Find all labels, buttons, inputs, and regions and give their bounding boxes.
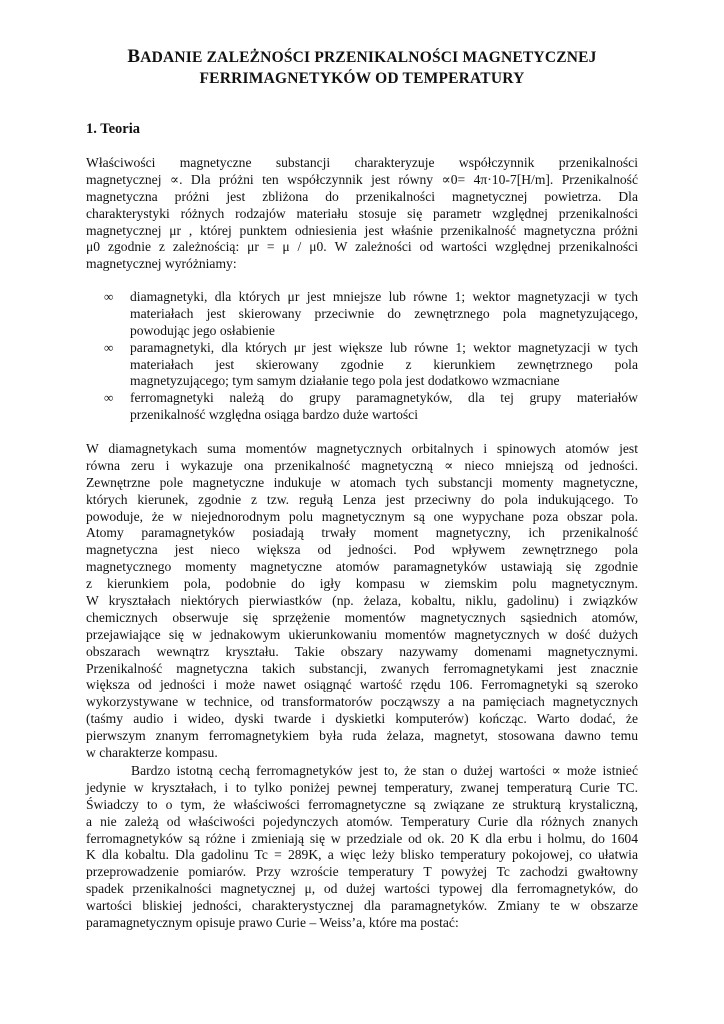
bullet-text-line: materiałach jest skierowany zgodnie z kierunkiem zewnętrznego pola (130, 356, 638, 372)
text-line: przejawiające się w jednakowym ukierunkowaniu momentów magnetycznych w dość dużych (86, 626, 638, 642)
bullet-item (86, 390, 638, 424)
text-line: jedynie w kryształach, i to tylko poniżej pewnej temperatury, zwanej temperaturą Curie TC. (86, 779, 638, 795)
document-title-line2: FERRIMAGNETYKÓW OD TEMPERATURY (199, 70, 525, 87)
text-line: magnetycznej wyróżniamy: (86, 256, 237, 272)
bullet-text-line: materiałach jest skierowany przeciwnie do zewnętrznego pola magnetyzującego, (130, 305, 638, 321)
bullet-text-line: paramagnetyki, dla których μr jest większe lub równe 1; wektor magnetyzacji w tych (130, 339, 638, 355)
bullet-text-line: magnetyzującego; tym samym działanie tego pola jest dodatkowo wzmacniane (130, 373, 560, 389)
infinity-bullet-icon: ∞ (104, 339, 114, 355)
text-line: (taśmy audio i wideo, dyski twarde i dyskietki komputerów) kończąc. Warto dodać, że (86, 711, 638, 727)
bullet-text-line: diamagnetyki, dla których μr jest mniejsze lub równe 1; wektor magnetyzacji w tych (130, 289, 638, 304)
text-line: pierwszym znanym ferromagnetykiem była ruda żelaza, magnetyt, stosowana dawno temu (86, 728, 638, 744)
text-line: obszarach wewnątrz kryształu. Takie obszary nazywamy domenami magnetycznymi. (86, 643, 638, 659)
body-paragraph-2 (86, 763, 638, 932)
text-line: Właściwości magnetyczne substancji charakteryzuje współczynnik przenikalności (86, 155, 638, 170)
text-line: równa zeru i wykazuje ona przenikalność magnetyczną ∝ nieco mniejszą od jedności. (86, 457, 638, 473)
text-line: ferromagnetyków są różne i zmieniają się w przedziale od ok. 20 K dla erbu i holmu, do 1604 (86, 830, 638, 846)
text-line: chemicznych obserwuje się sprzężenie momentów magnetycznych sąsiednich atomów, (86, 609, 638, 625)
text-line: Atomy paramagnetyków posiadają trwały moment magnetyczny, ich przenikalność (86, 525, 638, 541)
bullet-item (86, 289, 638, 340)
text-line: W kryształach niektórych pierwiastków (np. żelaza, kobaltu, niklu, gadolinu) i związków (86, 593, 638, 609)
text-line: Bardzo istotną cechą ferromagnetyków jest to, że stan o dużej wartości ∝ może istnieć (131, 763, 638, 778)
text-line: większa od jedności i może nawet osiągnąć wartość rzędu 106. Ferromagnetyki są szeroko (86, 677, 638, 693)
text-line: charakterystyki różnych rodzajów materiału stosuje się parametr względnej przenikalności (86, 205, 638, 221)
text-line: powoduje, że w niejednorodnym polu magnetycznym są one wypychane poza obszar pola. (86, 508, 638, 524)
bullet-item (86, 340, 638, 391)
bullet-text-line: przenikalność względna osiąga bardzo duże wartości (130, 407, 418, 423)
text-line: magnetycznej μr , której punktem odniesienia jest właśnie przenikalność magnetyczna próżni (86, 222, 638, 238)
bullet-text-line: powodując jego osłabienie (130, 322, 275, 338)
section-heading: 1. Teoria (86, 121, 140, 137)
text-line: μ0 zgodnie z zależnością: μr = μ / μ0. W zależności od wartości względnej przenikalności (86, 239, 638, 255)
text-line: paramagnetycznym opisuje prawo Curie – Weiss’a, które ma postać: (86, 915, 459, 931)
text-line: w charakterze kompasu. (86, 745, 218, 761)
text-line: magnetyczna próżni jest zbliżona do przenikalności magnetycznej powietrza. Dla (86, 188, 638, 204)
text-line: przeprowadzenie pomiarów. Przy wzroście temperatury T powyżej Tc zachodzi gwałtowny (86, 864, 638, 880)
text-line: a nie zależą od właściwości pojedynczych atomów. Temperatury Curie dla różnych znanych (86, 813, 638, 829)
text-line: wykorzystywane w technice, od transformatorów począwszy a na pamięciach magnetycznych (86, 694, 638, 710)
text-line: magnetycznego momenty magnetyczne atomów paramagnetyków ustawiają się zgodnie (86, 559, 638, 575)
text-line: K dla kobaltu. Dla gadolinu Tc = 289K, a więc leży blisko temperatury pokojowej, co ułatwia (86, 847, 638, 863)
intro-paragraph (86, 155, 638, 273)
text-line: W diamagnetykach suma momentów magnetycznych orbitalnych i spinowych atomów jest (86, 441, 638, 456)
infinity-bullet-icon: ∞ (104, 390, 114, 406)
text-line: z kierunkiem pola, podobnie do igły kompasu w ziemskim polu magnetycznym. (86, 576, 638, 592)
infinity-bullet-icon: ∞ (104, 289, 114, 304)
text-line: Zewnętrzne pole magnetyczne indukuje w atomach tych substancji momenty magnetyczne, (86, 474, 638, 490)
document-title-line1: BADANIE ZALEŻNOŚCI PRZENIKALNOŚCI MAGNETYCZNEJ (127, 46, 597, 67)
text-line: magnetycznej ∝. Dla próżni ten współczynnik jest równy ∝0= 4π·10-7[H/m]. Przenikalność (86, 171, 638, 187)
text-line: spadek przenikalności magnetycznej μ, od dużej wartości typowej dla ferromagnetyków, do (86, 881, 638, 897)
bullet-text-line: ferromagnetyki należą do grupy paramagnetyków, dla tej grupy materiałów (130, 390, 638, 406)
text-line: Świadczy to o tym, że właściwości ferromagnetyczne są związane ze strukturą krystaliczną, (86, 796, 638, 812)
body-paragraph-1 (86, 441, 638, 762)
text-line: których kierunek, zgodnie z tzw. regułą Lenza jest przeciwny do pola indukującego. To (86, 491, 638, 507)
text-line: magnetyczna jest nieco większa od jedności. Pod wpływem zewnętrznego pola (86, 542, 638, 558)
text-line: wartości bliskiej jedności, charakterystycznej dla paramagnetyków. Zmiany te w obszarze (86, 898, 638, 914)
text-line: Przenikalność magnetyczna takich substancji, zwanych ferromagnetykami jest znacznie (86, 660, 638, 676)
bullet-list (86, 289, 638, 424)
